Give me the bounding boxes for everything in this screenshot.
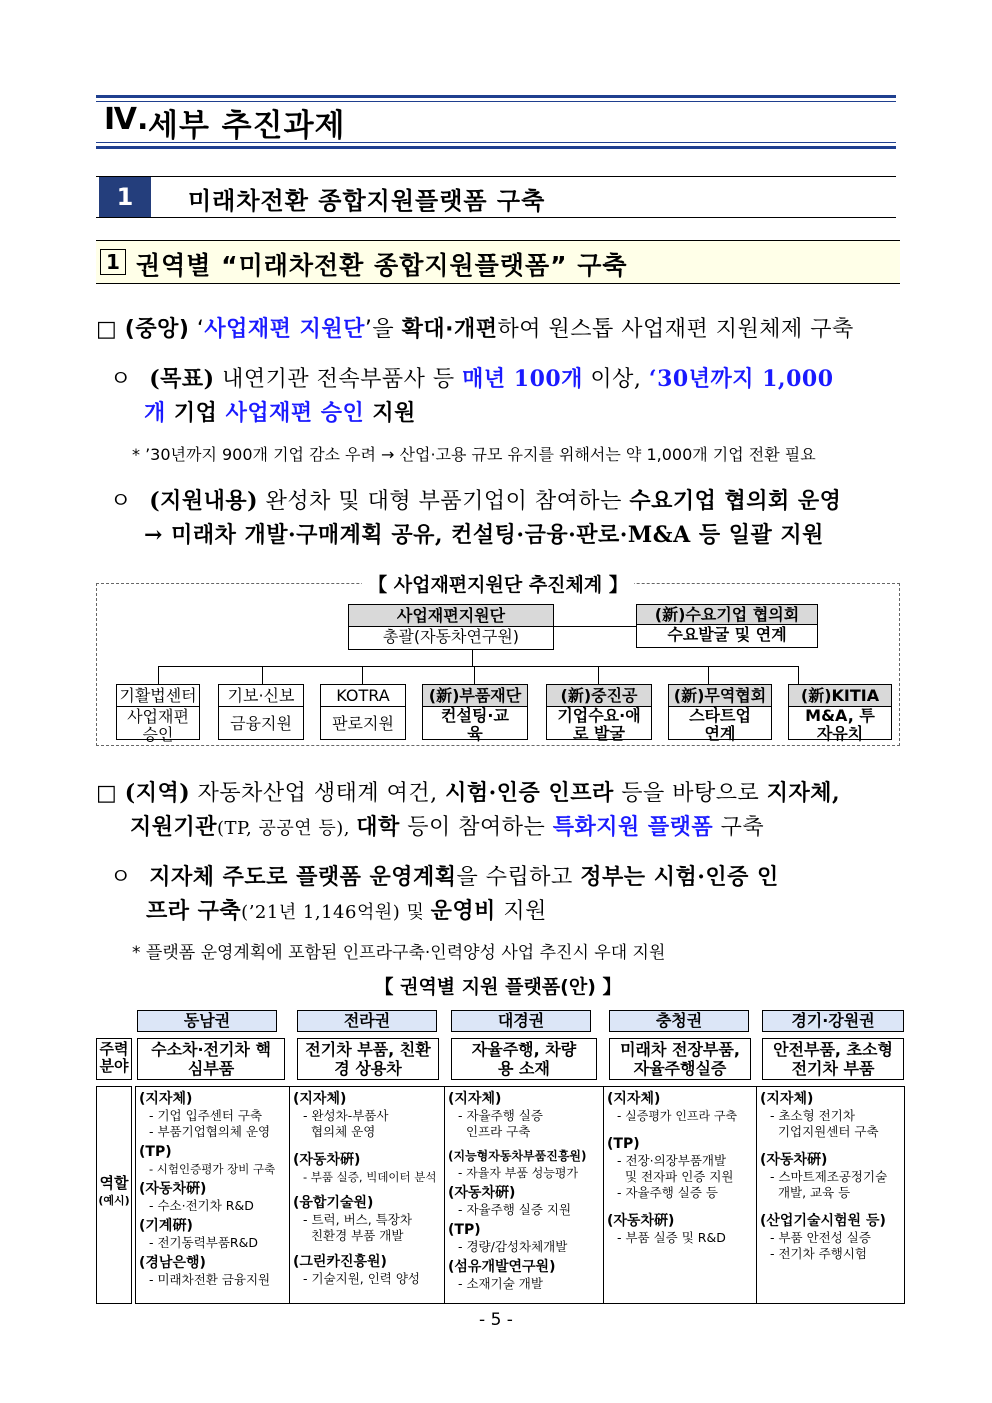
role-org: (자동차硏) (293, 1152, 361, 1168)
goal-text-2: 이상, (582, 367, 649, 392)
quote-close: ’을 (364, 317, 402, 342)
focus-cell: 미래차 전장부품, 자율주행실증 (609, 1038, 751, 1080)
role-item: - 완성차-부품사 (303, 1108, 389, 1123)
role-item: - 실증평가 인프라 구축 (617, 1109, 738, 1123)
support-lead: (지원내용) (149, 488, 259, 514)
plan-text-1: 을 수립하고 (456, 865, 581, 890)
org-main-node (348, 604, 554, 650)
org-node-head: (新)부품재단 (423, 685, 527, 707)
org-node-3 (320, 684, 406, 740)
org-diagram-title (96, 570, 900, 597)
org-node-head: (新)무역협회 (669, 685, 771, 707)
regional-bold-2: 지자체, (766, 780, 841, 806)
org-connector-side (554, 626, 636, 627)
role-label-text: 역할 (99, 1174, 129, 1192)
role-label-sub: (예시) (98, 1194, 130, 1207)
role-item: - 부품 실증, 빅데이터 분석 (303, 1170, 437, 1184)
goal-line-1 (110, 362, 834, 393)
role-org: (지자체) (448, 1091, 502, 1107)
org-main-head: 사업재편지원단 (349, 605, 553, 627)
role-org: (지자체) (139, 1091, 193, 1107)
org-node-body: 판로지원 (332, 714, 394, 733)
role-org: (산업기술시험원 등) (760, 1213, 886, 1229)
role-org: (자동차硏) (760, 1152, 828, 1168)
goal-highlight-2b: 개 (144, 400, 166, 426)
org-connector-6 (708, 666, 709, 684)
role-item: - 자율주행 실증 (458, 1108, 543, 1123)
goal-text-4: 지원 (364, 400, 416, 426)
plan-bold-2: 정부는 시험·인증 인 (580, 864, 779, 890)
regional-bold-4: 대학 (356, 814, 400, 840)
org-connector-bus (158, 666, 798, 667)
role-item: - 자율주행 실증 등 (617, 1185, 718, 1200)
support-text-1: 완성차 및 대형 부품기업이 참여하는 (258, 489, 630, 514)
square-bullet: □ (96, 317, 118, 342)
org-connector-4 (474, 666, 475, 684)
role-label (96, 1086, 132, 1304)
org-node-head: KOTRA (321, 685, 405, 707)
square-bullet: □ (96, 781, 118, 806)
org-node-head: 기보·신보 (219, 685, 303, 707)
regional-bold-3: 지원기관 (130, 814, 218, 840)
regional-line-1 (96, 776, 840, 807)
role-org: (TP) (139, 1144, 172, 1160)
role-item: - 부품 실증 및 R&D (617, 1230, 726, 1245)
goal-highlight-2a: ‘30년까지 1,000 (648, 366, 834, 392)
central-paragraph (96, 312, 854, 343)
regional-text-1: 자동차산업 생태계 여건, (190, 781, 446, 806)
role-org: (지자체) (293, 1091, 347, 1107)
role-item: - 경량/감성차체개발 (458, 1239, 568, 1254)
section-header (96, 176, 896, 218)
circle-bullet: ㅇ (110, 489, 132, 514)
role-item: - 자율주행 실증 지원 (458, 1202, 572, 1217)
regional-highlight: 특화지원 플랫폼 (552, 814, 714, 840)
role-item: - 기업 입주센터 구축 (149, 1108, 263, 1123)
role-cell-jeolla (289, 1086, 445, 1304)
plan-bold-1: 지자체 주도로 플랫폼 운영계획 (149, 864, 457, 890)
org-connector-2 (262, 666, 263, 684)
page-number: - 5 - (479, 1310, 513, 1330)
circle-bullet: ㅇ (110, 367, 132, 392)
regional-lead: (지역) (124, 780, 191, 806)
subsection-number: 1 (100, 249, 126, 275)
role-cell-daegyeong (444, 1086, 604, 1304)
goal-highlight-1: 매년 100개 (462, 366, 583, 392)
role-org: (기계硏) (139, 1218, 193, 1234)
regional-text-4: 등이 참여하는 (399, 815, 553, 840)
org-node-2 (218, 684, 304, 740)
goal-line-2 (144, 396, 416, 427)
section-number: 1 (99, 177, 151, 217)
plan-line-2 (146, 894, 547, 925)
focus-cell: 안전부품, 초소형 전기차 부품 (762, 1038, 904, 1080)
goal-highlight-3: 사업재편 승인 (225, 400, 365, 426)
support-bold-2: 일괄 지원 (728, 522, 824, 548)
role-item: - 미래차전환 금융지원 (149, 1272, 271, 1287)
plan-line-1 (110, 860, 779, 891)
region-header: 경기·강원권 (762, 1010, 904, 1032)
role-item: - 시험인증평가 장비 구축 (149, 1162, 276, 1176)
role-org: (자동차硏) (448, 1185, 516, 1201)
regional-text-2: 등을 바탕으로 (613, 781, 767, 806)
role-item: 인프라 구축 (458, 1124, 531, 1139)
chapter-title: 세부 추진과제 (148, 108, 346, 144)
org-main-body: 총괄(자동차연구원) (382, 627, 520, 646)
region-header: 동남권 (137, 1010, 277, 1032)
regional-text-3: (TP, 공공연 등), (217, 818, 357, 839)
role-item: 개발, 교육 등 (770, 1185, 851, 1200)
role-org: (섬유개발연구원) (448, 1259, 556, 1275)
regional-footnote: * 플랫폼 운영계획에 포함된 인프라구축·인력양성 사업 추진시 우대 지원 (132, 943, 666, 963)
org-node-body: 스타트업 연계 (689, 706, 751, 743)
role-item: - 자율자 부품 성능평가 (458, 1166, 579, 1180)
org-side-node (636, 604, 818, 648)
region-header: 전라권 (297, 1010, 437, 1032)
goal-footnote: * ’30년까지 900개 기업 감소 우려 → 산업·고용 규모 유지를 위해서는 약 1,000개 기업 전환 필요 (132, 445, 816, 464)
org-side-head: (新)수요기업 협의회 (637, 605, 817, 625)
focus-cell: 수소차·전기차 핵심부품 (137, 1038, 285, 1080)
role-item: - 전장·의장부품개발 (617, 1153, 727, 1168)
central-bold: 확대·개편 (401, 317, 498, 342)
support-line-1 (110, 484, 841, 515)
role-item: - 전기동력부품R&D (149, 1235, 258, 1250)
org-node-body: 사업재편 승인 (127, 707, 189, 744)
central-rest: 하여 원스톱 사업재편 지원체제 구축 (497, 317, 854, 342)
org-node-head: 기활법센터 (117, 685, 199, 707)
role-org: (그린카진흥원) (293, 1254, 387, 1270)
role-item: 친환경 부품 개발 (303, 1228, 404, 1243)
role-cell-dongnam (135, 1086, 290, 1304)
role-org: (지자체) (760, 1091, 814, 1107)
org-node-5 (546, 684, 652, 743)
support-bold-1: 수요기업 협의회 운영 (629, 488, 842, 514)
support-text-2: → 미래차 개발·구매계획 공유, 컨설팅·금융·판로·M&A 등 (144, 522, 729, 548)
focus-cell: 자율주행, 차량용 소재 (451, 1038, 597, 1080)
org-connector-5 (598, 666, 599, 684)
role-item: - 부품 안전성 실증 (770, 1230, 871, 1245)
role-org: (TP) (448, 1222, 481, 1238)
central-highlight: 사업재편 지원단 (204, 317, 365, 342)
role-item: - 수소·전기차 R&D (149, 1198, 254, 1213)
focus-cell: 전기차 부품, 친환경 상용차 (297, 1038, 439, 1080)
role-item: - 소재기술 개발 (458, 1276, 543, 1291)
support-line-2 (144, 518, 824, 549)
section-title: 미래차전환 종합지원플랫폼 구축 (188, 187, 546, 215)
chapter-header (96, 95, 896, 149)
role-item: - 부품기업협의체 운영 (149, 1124, 271, 1139)
org-title-text: 【 사업재편지원단 추진체계 】 (362, 574, 634, 596)
central-lead: (중앙) (124, 317, 190, 342)
subsection-title: 권역별 “미래차전환 종합지원플랫폼” 구축 (136, 251, 628, 280)
role-org: (경남은행) (139, 1255, 206, 1271)
role-org: (융합기술원) (293, 1195, 374, 1211)
role-item: 기업지원센터 구축 (770, 1124, 879, 1139)
table-title: 【 권역별 지원 플랫폼(안) 】 (374, 976, 622, 998)
org-connector-main (472, 650, 473, 667)
org-connector-7 (798, 666, 799, 684)
role-item: - 스마트제조공정기술 (770, 1169, 888, 1184)
plan-text-3: 지원 (495, 899, 547, 924)
plan-text-2: (’21년 1,146억원) 및 (241, 902, 431, 923)
role-item: - 기술지원, 인력 양성 (303, 1271, 421, 1286)
org-node-head: (新)중진공 (547, 685, 651, 707)
role-item: - 초소형 전기차 (770, 1108, 855, 1123)
role-cell-chungcheong (603, 1086, 757, 1304)
plan-bold-4: 운영비 (430, 898, 496, 924)
role-item: 및 전자파 인증 지원 (617, 1169, 734, 1184)
region-header: 대경권 (451, 1010, 591, 1032)
focus-label: 주력 분야 (96, 1038, 132, 1080)
role-item: 협의체 운영 (303, 1124, 376, 1139)
regional-bold-1: 시험·인증 인프라 (445, 780, 614, 806)
role-item: - 트럭, 버스, 특장차 (303, 1212, 412, 1227)
role-org: (자동차硏) (607, 1213, 675, 1229)
org-connector-1 (158, 666, 159, 684)
org-node-1 (116, 684, 200, 744)
circle-bullet: ㅇ (110, 865, 132, 890)
org-node-body: 기업수요·애로 발굴 (557, 706, 641, 743)
org-connector-3 (362, 666, 363, 684)
quote-open: ‘ (196, 317, 205, 342)
goal-lead: (목표) (149, 366, 215, 392)
plan-bold-3: 프라 구축 (146, 898, 242, 924)
org-node-head: (新)KITIA (789, 685, 891, 707)
role-cell-gyeonggi-gangwon (756, 1086, 905, 1304)
role-org: (자동차硏) (139, 1181, 207, 1197)
goal-text-1: 내연기관 전속부품사 등 (214, 367, 463, 392)
org-node-6 (668, 684, 772, 743)
chapter-number: Ⅳ. (104, 102, 149, 137)
org-node-body: M&A, 투자유치 (805, 706, 875, 743)
subsection-header (96, 240, 900, 284)
goal-text-3: 기업 (165, 400, 226, 426)
role-item: - 전기차 주행시험 (770, 1246, 867, 1261)
regional-line-2 (130, 810, 764, 841)
role-org: (TP) (607, 1136, 640, 1152)
role-org: (지능형자동차부품진흥원) (448, 1149, 587, 1163)
region-header: 충청권 (609, 1010, 749, 1032)
org-node-7 (788, 684, 892, 743)
org-node-body: 금융지원 (230, 714, 292, 733)
role-org: (지자체) (607, 1091, 661, 1107)
regional-text-5: 구축 (713, 815, 765, 840)
org-node-4 (422, 684, 528, 743)
org-node-body: 컨설팅·교육 (441, 706, 509, 743)
org-side-body: 수요발굴 및 연계 (667, 625, 787, 644)
